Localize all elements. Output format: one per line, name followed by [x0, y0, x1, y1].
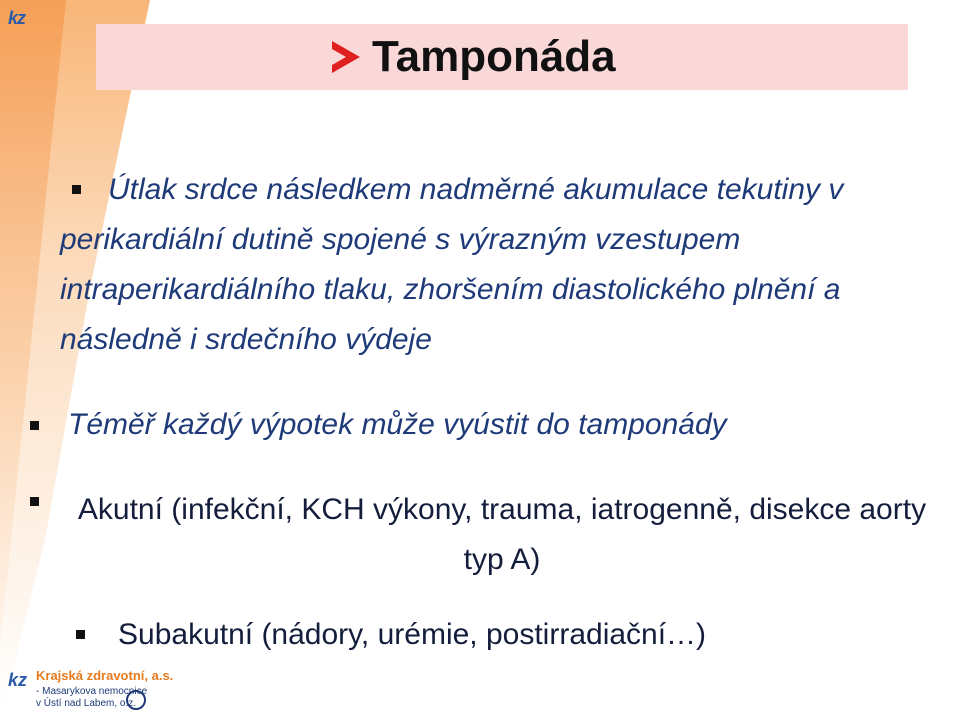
arrow-bullet-icon [332, 41, 360, 73]
slide-title-text: Tamponáda [372, 32, 616, 81]
footer-subtitle-line: - Masarykova nemocnice [36, 686, 148, 697]
footer-organization-name: Krajská zdravotní, a.s. [36, 668, 174, 683]
footer-logo-mark: kz [8, 670, 28, 690]
footer-subtitle-line: v Ústí nad Labem, o.z. [36, 698, 137, 709]
square-bullet-icon [30, 497, 39, 506]
seal-icon [126, 690, 146, 710]
square-bullet-icon [30, 421, 39, 430]
footer-logo [8, 668, 174, 718]
logo-mark: kz [8, 8, 26, 28]
bullet-text: Útlak srdce následkem nadměrné akumulace tekutiny v perikardiální dutině spojené s výrazným vzestupem intraperikardiálního tlaku, zhoršením diastolického plnění a následně i srdečního výdeje [60, 173, 844, 356]
slide-title [332, 26, 616, 88]
bullet-text: Subakutní (nádory, urémie, postirradiační…) [118, 618, 707, 651]
square-bullet-icon [76, 630, 85, 639]
bullet-text: Téměř každý výpotek může vyústit do tamponády [68, 408, 727, 441]
bullet-text: Akutní (infekční, KCH výkony, trauma, iatrogenně, disekce aorty typ A) [77, 493, 927, 576]
